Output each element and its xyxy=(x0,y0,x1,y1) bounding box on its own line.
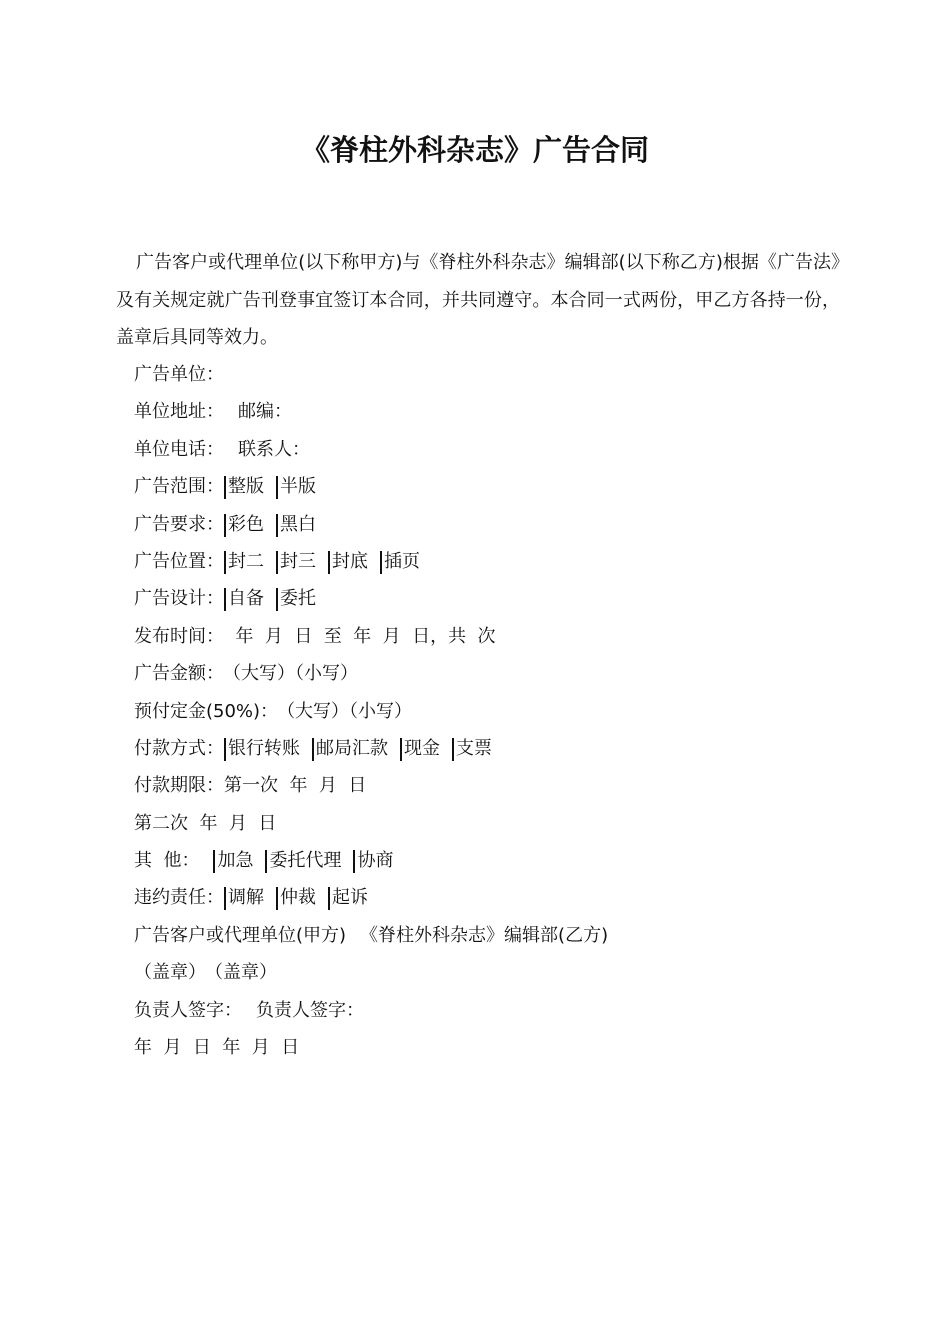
option-req-color[interactable]: 彩色 xyxy=(224,514,264,535)
checkbox-icon xyxy=(452,738,454,761)
option-pos-2[interactable]: 封三 xyxy=(276,551,316,572)
checkbox-icon xyxy=(400,738,402,761)
checkbox-icon xyxy=(328,887,330,910)
field-position: 广告位置： 封二 封三 封底 插页 xyxy=(134,550,420,572)
field-other: 其 他： 加急 委托代理 协商 xyxy=(134,850,394,872)
checkbox-icon xyxy=(276,588,278,611)
field-amount: 广告金额： （大写）（小写） xyxy=(134,663,358,685)
field-payment-method: 付款方式： 银行转账 邮局汇款 现金 支票 xyxy=(134,737,492,759)
intro-paragraph: 广告客户或代理单位(以下称甲方)与《脊柱外科杂志》编辑部(以下称乙方)根据《广告法》及有关规定就广告刊登事宜签订本合同，并共同遵守。本合同一式两份，甲乙方各持一份，盖章后具同等效力。 xyxy=(116,252,840,348)
option-pos-4[interactable]: 插页 xyxy=(380,551,420,572)
option-other-agent[interactable]: 委托代理 xyxy=(265,850,341,871)
contract-fields xyxy=(134,356,854,1066)
field-advertiser: 广告单位： xyxy=(134,364,224,385)
field-seals xyxy=(134,954,854,991)
checkbox-icon xyxy=(328,551,330,574)
checkbox-icon xyxy=(213,850,215,873)
option-pay-post[interactable]: 邮局汇款 xyxy=(312,738,388,759)
field-publish-time: 发布时间： 年 月 日 至 年 月 日，共 次 xyxy=(134,625,496,647)
seal-b: （盖章） xyxy=(214,962,277,984)
checkbox-icon xyxy=(276,551,278,574)
option-pay-cash[interactable]: 现金 xyxy=(400,738,440,759)
checkbox-icon xyxy=(312,738,314,761)
option-pos-1[interactable]: 封二 xyxy=(224,551,264,572)
field-postcode: 邮编： xyxy=(238,401,292,423)
option-scope-full[interactable]: 整版 xyxy=(224,476,264,497)
field-payment-deadline-first: 付款期限：第一次 年 月 日 xyxy=(134,775,367,797)
field-requirement: 广告要求： 彩色 黑白 xyxy=(134,513,316,535)
field-phone: 单位电话： 联系人： xyxy=(134,438,310,460)
option-design-delegate[interactable]: 委托 xyxy=(276,588,316,609)
seal-a: （盖章） xyxy=(134,962,206,984)
option-other-negotiate[interactable]: 协商 xyxy=(353,850,393,871)
option-other-urgent[interactable]: 加急 xyxy=(213,850,253,871)
checkbox-icon xyxy=(224,887,226,910)
field-design: 广告设计： 自备 委托 xyxy=(134,588,316,610)
signer-b: 负责人签字： xyxy=(256,999,364,1021)
signer-a: 负责人签字： xyxy=(134,999,242,1021)
option-design-self[interactable]: 自备 xyxy=(224,588,264,609)
field-contact: 联系人： xyxy=(238,438,310,460)
party-a: 广告客户或代理单位(甲方) xyxy=(134,924,347,946)
checkbox-icon xyxy=(224,588,226,611)
checkbox-icon xyxy=(276,887,278,910)
field-deposit: 预付定金(50%)： （大写）（小写） xyxy=(134,700,413,722)
checkbox-icon xyxy=(276,514,278,537)
checkbox-icon xyxy=(224,738,226,761)
field-address: 单位地址： 邮编： xyxy=(134,401,292,423)
option-breach-arbitrate[interactable]: 仲裁 xyxy=(276,887,316,908)
checkbox-icon xyxy=(224,476,226,499)
option-breach-mediate[interactable]: 调解 xyxy=(224,887,264,908)
field-scope: 广告范围： 整版 半版 xyxy=(134,476,316,498)
checkbox-icon xyxy=(265,850,267,873)
checkbox-icon xyxy=(380,551,382,574)
checkbox-icon xyxy=(276,476,278,499)
checkbox-icon xyxy=(224,514,226,537)
checkbox-icon xyxy=(353,850,355,873)
field-dates: 年 月 日 年 月 日 xyxy=(134,1037,300,1059)
field-signers xyxy=(134,992,854,1029)
field-parties xyxy=(134,917,854,954)
option-pay-bank[interactable]: 银行转账 xyxy=(224,738,300,759)
option-breach-sue[interactable]: 起诉 xyxy=(328,887,368,908)
party-b: 《脊柱外科杂志》编辑部(乙方) xyxy=(360,924,609,946)
option-pay-check[interactable]: 支票 xyxy=(452,738,492,759)
option-pos-3[interactable]: 封底 xyxy=(328,551,368,572)
field-breach: 违约责任： 调解 仲裁 起诉 xyxy=(134,887,368,909)
field-payment-deadline-second: 第二次 年 月 日 xyxy=(134,812,277,834)
option-scope-half[interactable]: 半版 xyxy=(276,476,316,497)
checkbox-icon xyxy=(224,551,226,574)
document-title: 《脊柱外科杂志》广告合同 xyxy=(300,133,649,167)
option-req-bw[interactable]: 黑白 xyxy=(276,514,316,535)
